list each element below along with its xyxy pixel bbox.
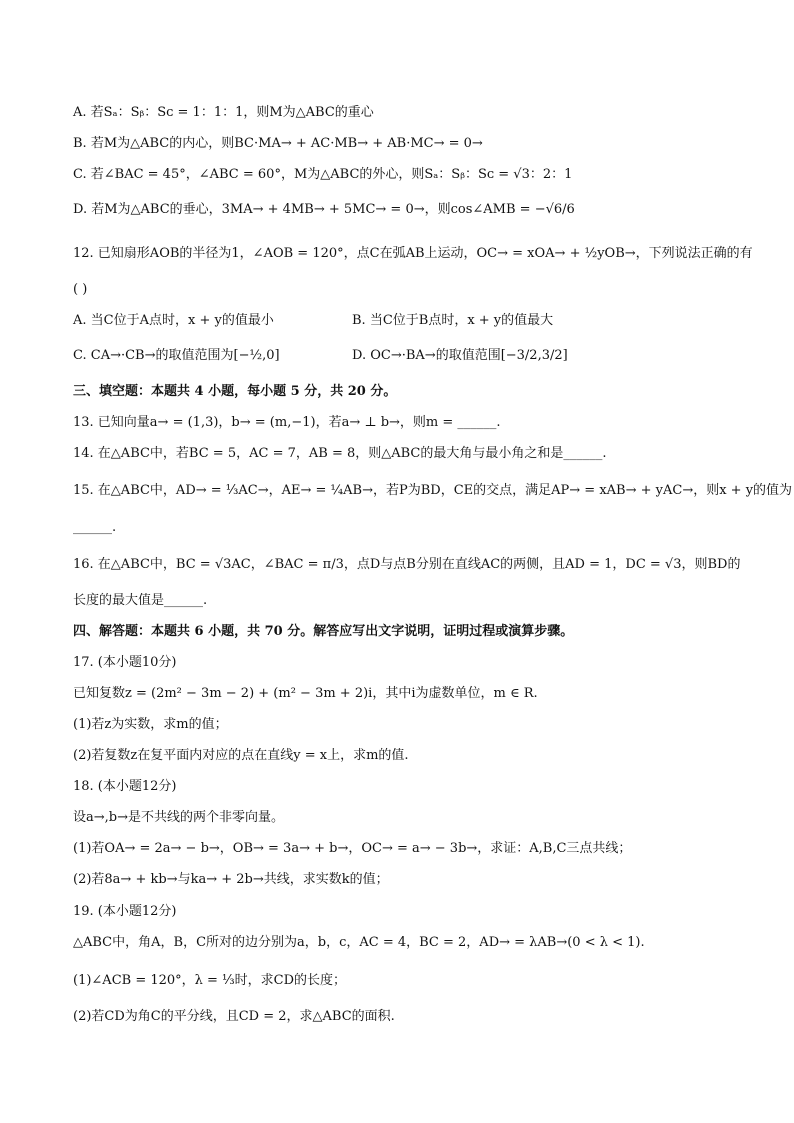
q16: 16. 在△ABC中，BC = √3AC，∠BAC = π/3，点D与点B分别在直线AC的两侧，且AD = 1，DC = √3，则BD的 bbox=[73, 557, 741, 572]
q12-option-c: C. CA→·CB→的取值范围为[−½,0] bbox=[73, 348, 280, 363]
q16-cont: 长度的最大值是______. bbox=[73, 593, 208, 608]
q11-option-a: A. 若Sₐ：Sᵦ：Sᴄ = 1：1：1，则M为△ABC的重心 bbox=[73, 105, 374, 120]
q17-head: 17. (本小题10分) bbox=[73, 655, 177, 670]
q15: 15. 在△ABC中，AD→ = ⅓AC→，AE→ = ¼AB→，若P为BD，CE的交点，满足AP→ = xAB→ + yAC→，则x + y的值为 bbox=[73, 483, 793, 498]
section-3-title: 三、填空题：本题共 4 小题，每小题 5 分，共 20 分。 bbox=[73, 384, 397, 399]
q19-head: 19. (本小题12分) bbox=[73, 904, 177, 919]
q11-option-d: D. 若M为△ABC的垂心，3MA→ + 4MB→ + 5MC→ = 0→，则cos∠AMB = −√6/6 bbox=[73, 202, 575, 217]
q12-stem: 12. 已知扇形AOB的半径为1，∠AOB = 120°，点C在弧AB上运动，OC→ = xOA→ + ½yOB→，下列说法正确的有 bbox=[73, 246, 753, 261]
q19-part-1: (1)∠ACB = 120°，λ = ⅓时，求CD的长度； bbox=[73, 973, 347, 988]
q12-option-b: B. 当C位于B点时，x + y的值最大 bbox=[352, 313, 554, 328]
q11-option-c: C. 若∠BAC = 45°，∠ABC = 60°，M为△ABC的外心，则Sₐ：Sᵦ：Sᴄ = √3：2：1 bbox=[73, 167, 573, 182]
q17-stem: 已知复数z = (2m² − 3m − 2) + (m² − 3m + 2)i，其中i为虚数单位，m ∈ R. bbox=[73, 686, 538, 701]
q19-stem: △ABC中，角A，B，C所对的边分别为a，b，c，AC = 4，BC = 2，AD→ = λAB→(0 < λ < 1). bbox=[73, 935, 645, 950]
q17-part-2: (2)若复数z在复平面内对应的点在直线y = x上，求m的值. bbox=[73, 748, 409, 763]
q18-head: 18. (本小题12分) bbox=[73, 779, 177, 794]
q13: 13. 已知向量a→ = (1,3)，b→ = (m,−1)，若a→ ⊥ b→，则m = ______. bbox=[73, 415, 501, 430]
q14: 14. 在△ABC中，若BC = 5，AC = 7，AB = 8，则△ABC的最大角与最小角之和是______. bbox=[73, 446, 607, 461]
q17-part-1: (1)若z为实数，求m的值； bbox=[73, 717, 228, 732]
q15-blank: ______. bbox=[73, 520, 117, 535]
q19-part-2: (2)若CD为角C的平分线，且CD = 2，求△ABC的面积. bbox=[73, 1009, 395, 1024]
q12-option-d: D. OC→·BA→的取值范围[−3/2,3/2] bbox=[352, 348, 568, 363]
q18-part-2: (2)若8a→ + kb→与ka→ + 2b→共线，求实数k的值； bbox=[73, 872, 389, 887]
q18-part-1: (1)若OA→ = 2a→ − b→，OB→ = 3a→ + b→，OC→ = a→ − 3b→，求证：A,B,C三点共线； bbox=[73, 841, 632, 856]
q12-answer-paren: ( ) bbox=[73, 282, 88, 297]
section-4-title: 四、解答题：本题共 6 小题，共 70 分。解答应写出文字说明，证明过程或演算步骤。 bbox=[73, 624, 574, 639]
q12-option-a: A. 当C位于A点时，x + y的值最小 bbox=[73, 313, 274, 328]
q18-stem: 设a→,b→是不共线的两个非零向量。 bbox=[73, 810, 284, 825]
q11-option-b: B. 若M为△ABC的内心，则BC·MA→ + AC·MB→ + AB·MC→ = 0→ bbox=[73, 136, 483, 151]
